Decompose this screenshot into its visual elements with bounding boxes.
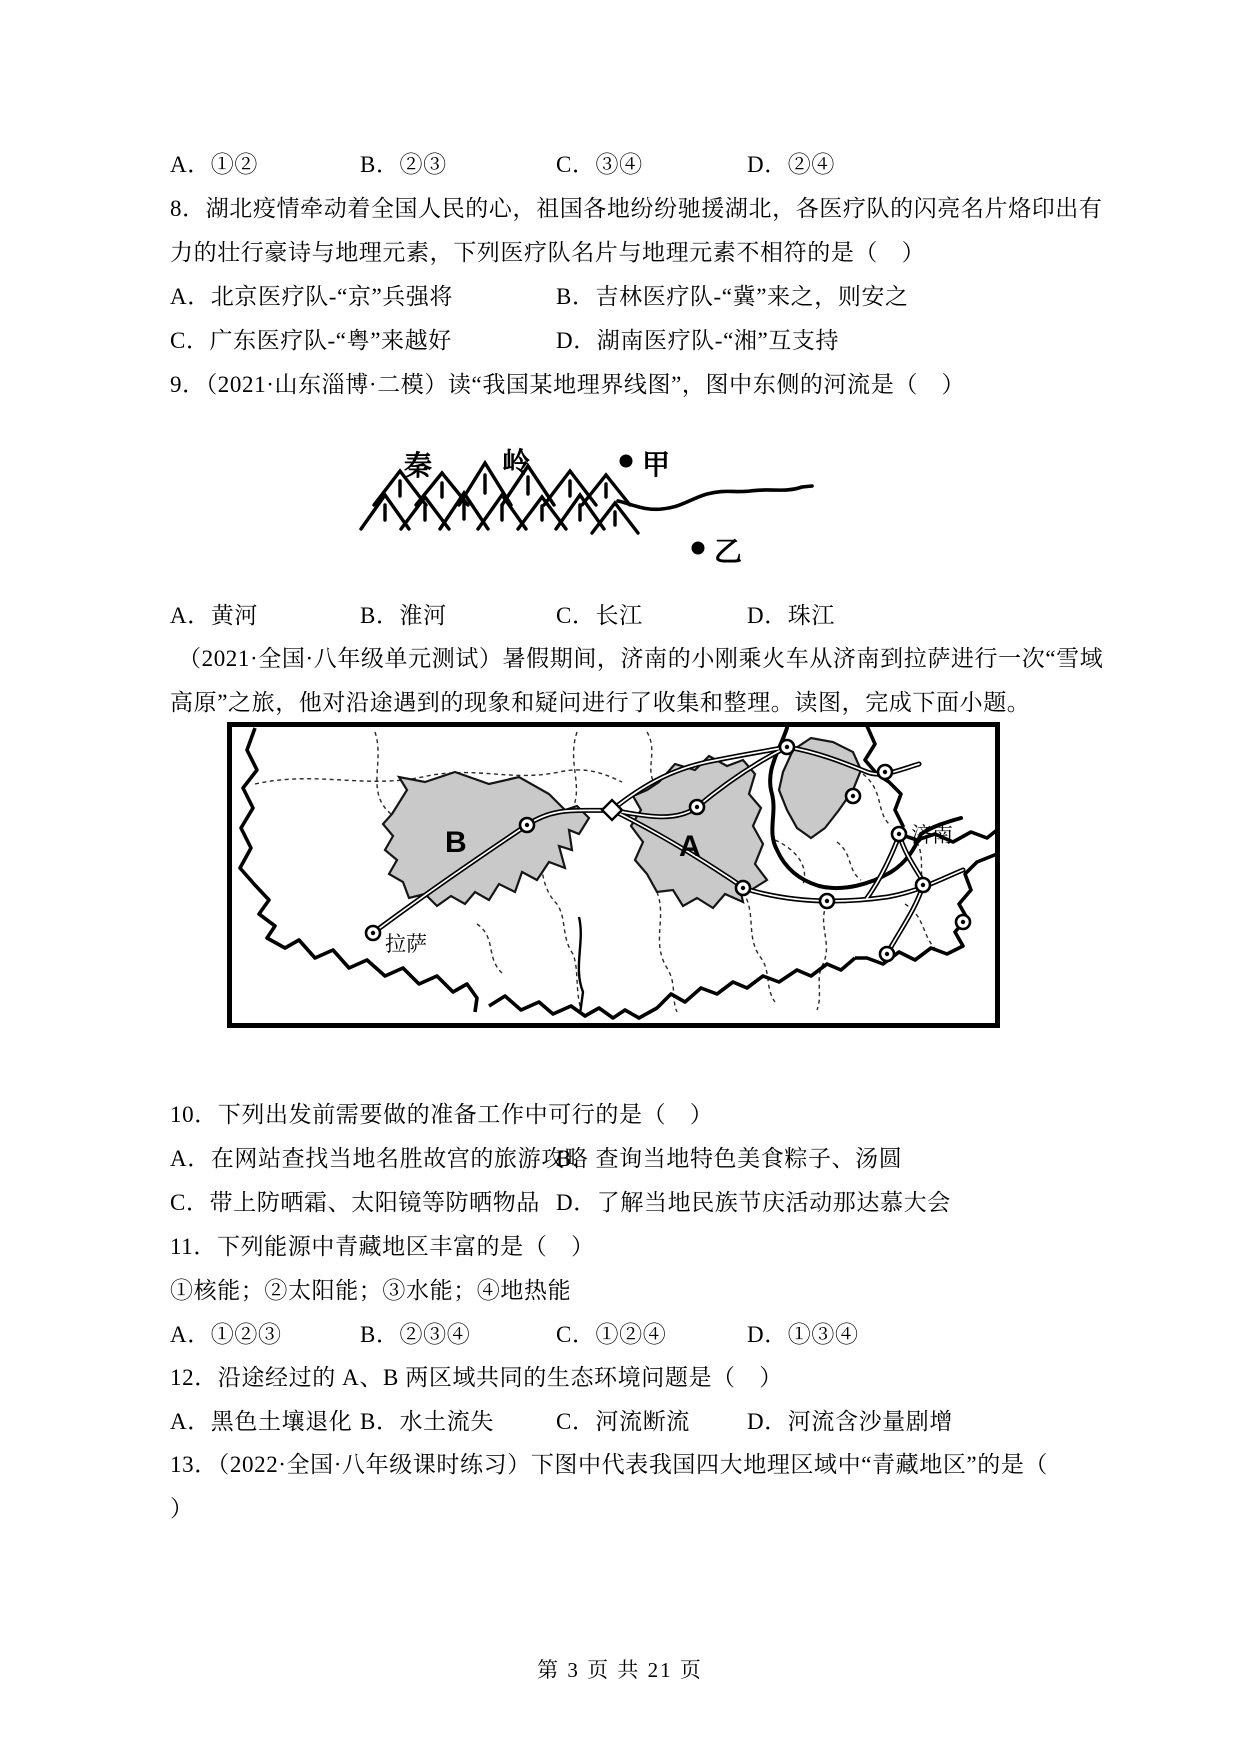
point-jia-label: 甲 [642,450,671,481]
jinan-label: 济南 [911,824,953,847]
q8-option-a: A．北京医疗队-“京”兵强将 [170,284,454,309]
q10-option-a: A．在网站查找当地名胜故宫的旅游攻略 [170,1146,589,1171]
q9-stem: 9．（2021·山东淄博·二模）读“我国某地理界线图”，图中东侧的河流是（ ） [170,372,966,397]
q9-option-c: C．长江 [556,603,643,628]
region-a-label: A [679,830,701,863]
q12-option-b: B．水土流失 [360,1409,494,1434]
q12-option-d: D．河流含沙量剧增 [747,1409,954,1434]
prev-option-d: D．②④ [747,152,836,177]
q10-stem: 10．下列出发前需要做的准备工作中可行的是（ ） [170,1102,714,1127]
q12-option-a: A．黑色土壤退化 [170,1409,353,1434]
q9-option-a: A．黄河 [170,603,259,628]
q10-option-b: B．查询当地特色美食粽子、汤圆 [556,1146,903,1171]
point-yi-label: 乙 [714,537,743,568]
river-line [618,486,812,509]
mountain-range-icon [361,463,638,533]
point-yi-dot [692,542,705,555]
q10-option-c: C．带上防晒霜、太阳镜等防晒物品 [170,1190,540,1215]
q11-option-c: C．①②④ [556,1322,667,1347]
q11-option-a: A．①②③ [170,1322,282,1347]
q12-stem: 12．沿途经过的 A、B 两区域共同的生态环境问题是（ ） [170,1365,783,1390]
q13-stem-line2: ） [170,1496,194,1521]
q8-option-b: B．吉林医疗队-“冀”来之，则安之 [556,284,909,309]
q8-option-d: D．湖南医疗队-“湘”互支持 [556,328,840,353]
region-b-label: B [445,826,467,859]
q13-stem-line1: 13．（2022·全国·八年级课时练习）下图中代表我国四大地理区域中“青藏地区”的是（ [170,1452,1049,1477]
q9-option-d: D．珠江 [747,603,836,628]
railway-route-map [227,722,1000,1028]
q8-stem-line1: 8．湖北疫情牵动着全国人民的心，祖国各地纷纷驰援湖北，各医疗队的闪亮名片烙印出有 [170,196,1103,221]
q8-stem-line2: 力的壮行豪诗与地理元素，下列医疗队名片与地理元素不相符的是（ ） [170,240,926,265]
q11-stem: 11．下列能源中青藏地区丰富的是（ ） [170,1234,595,1259]
prev-option-b: B．②③ [360,152,447,177]
q8-option-c: C．广东医疗队-“粤”来越好 [170,328,452,353]
page-footer: 第 3 页 共 21 页 [537,1658,703,1682]
lhasa-label: 拉萨 [385,933,427,956]
qinling-label-qin: 秦 [404,451,433,482]
point-jia-dot [620,455,633,468]
passage-line2: 高原”之旅，他对沿途遇到的现象和疑问进行了收集和整理。读图，完成下面小题。 [170,690,1031,715]
q10-option-d: D．了解当地民族节庆活动那达慕大会 [556,1190,951,1215]
passage-line1: （2021·全国·八年级单元测试）暑假期间，济南的小刚乘火车从济南到拉萨进行一次“雪域 [178,646,1104,671]
q11-items: ①核能；②太阳能；③水能；④地热能 [170,1278,572,1303]
qinling-boundary-figure [330,393,840,578]
prev-option-a: A．①② [170,152,259,177]
q9-option-b: B．淮河 [360,603,447,628]
q12-option-c: C．河流断流 [556,1409,690,1434]
q11-option-d: D．①③④ [747,1322,859,1347]
q11-option-b: B．②③④ [360,1322,471,1347]
qinling-label-ling: 岭 [502,448,531,479]
prev-option-c: C．③④ [556,152,643,177]
